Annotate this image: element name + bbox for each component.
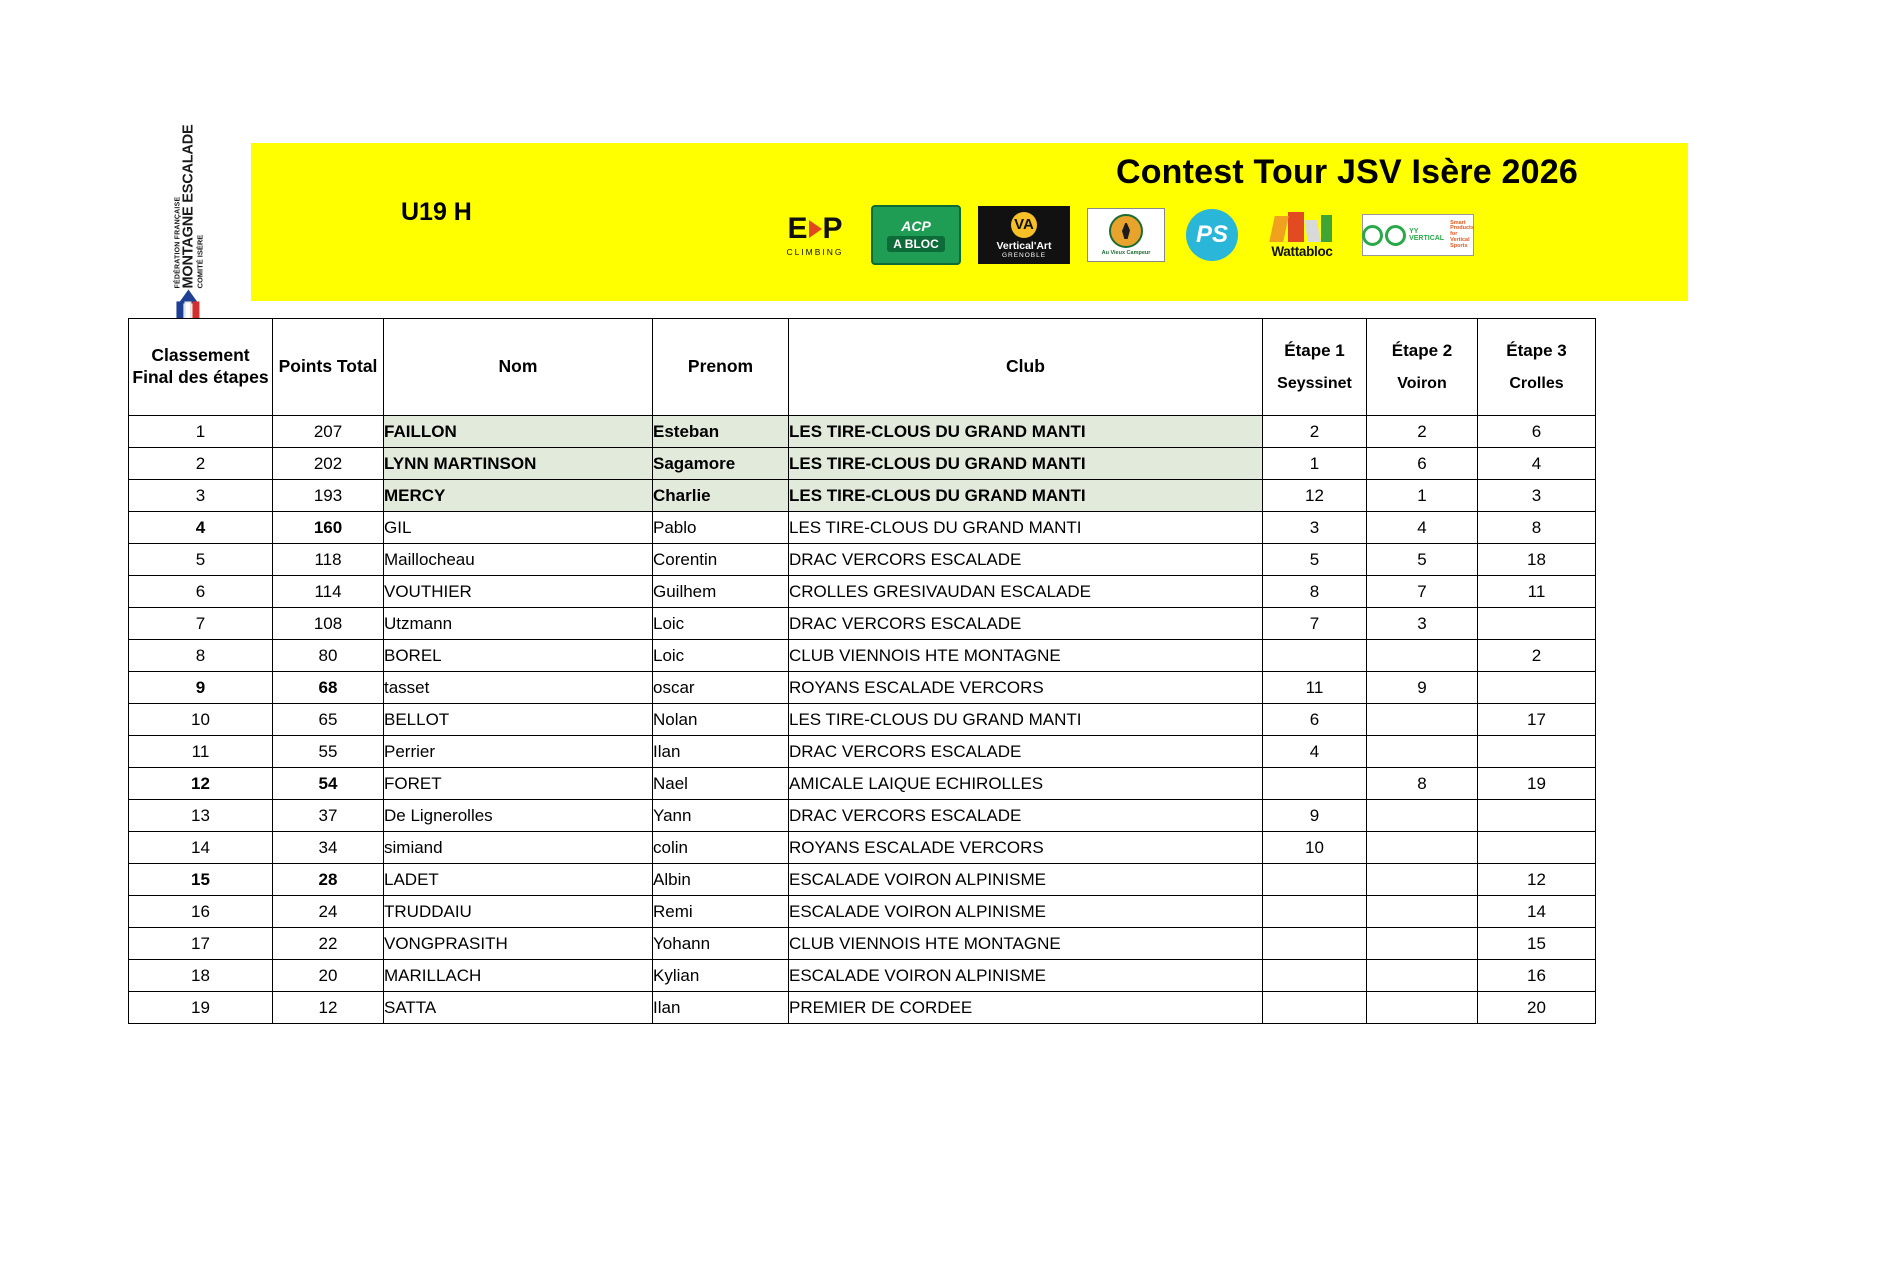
results-table <box>128 318 1596 1024</box>
cell-etape2 <box>1367 800 1478 832</box>
cell-rank: 13 <box>129 800 273 832</box>
cell-prenom: Nolan <box>653 704 789 736</box>
cell-points: 207 <box>273 416 384 448</box>
table-row <box>129 864 1596 896</box>
table-row <box>129 768 1596 800</box>
cell-club: CLUB VIENNOIS HTE MONTAGNE <box>789 640 1263 672</box>
cell-rank: 10 <box>129 704 273 736</box>
column-header-etape2 <box>1367 319 1478 416</box>
column-header-rank: Classement Final des étapes <box>129 319 273 416</box>
ep-letter-p: P <box>822 211 843 245</box>
table-row <box>129 608 1596 640</box>
etape1-city: Seyssinet <box>1277 374 1352 392</box>
vertical-art-title: Vertical'Art <box>996 239 1052 252</box>
sponsor-wattabloc-logo <box>1259 212 1345 259</box>
cell-club: CLUB VIENNOIS HTE MONTAGNE <box>789 928 1263 960</box>
etape2-city: Voiron <box>1397 374 1447 392</box>
cell-etape1 <box>1263 768 1367 800</box>
column-header-prenom: Prenom <box>653 319 789 416</box>
cell-rank: 11 <box>129 736 273 768</box>
cell-etape2 <box>1367 896 1478 928</box>
cell-prenom: Loic <box>653 640 789 672</box>
cell-etape3 <box>1478 608 1596 640</box>
cell-etape2: 4 <box>1367 512 1478 544</box>
cell-etape3: 14 <box>1478 896 1596 928</box>
cell-prenom: Nael <box>653 768 789 800</box>
table-row <box>129 448 1596 480</box>
cell-rank: 4 <box>129 512 273 544</box>
cell-etape1: 4 <box>1263 736 1367 768</box>
cell-points: 37 <box>273 800 384 832</box>
cell-nom: Perrier <box>384 736 653 768</box>
column-header-points: Points Total <box>273 319 384 416</box>
cell-points: 22 <box>273 928 384 960</box>
cell-nom: MERCY <box>384 480 653 512</box>
acp-title: ACP <box>901 218 931 234</box>
column-header-club: Club <box>789 319 1263 416</box>
cell-nom: De Lignerolles <box>384 800 653 832</box>
cell-points: 24 <box>273 896 384 928</box>
cell-points: 28 <box>273 864 384 896</box>
cell-club: PREMIER DE CORDEE <box>789 992 1263 1024</box>
sponsor-ep-climbing-logo <box>776 211 854 257</box>
table-body <box>129 416 1596 1024</box>
cell-prenom: oscar <box>653 672 789 704</box>
cell-club: AMICALE LAIQUE ECHIROLLES <box>789 768 1263 800</box>
cell-etape1: 12 <box>1263 480 1367 512</box>
cell-prenom: Ilan <box>653 736 789 768</box>
cell-rank: 14 <box>129 832 273 864</box>
cell-rank: 9 <box>129 672 273 704</box>
cell-etape1: 1 <box>1263 448 1367 480</box>
cell-etape3: 4 <box>1478 448 1596 480</box>
cell-points: 202 <box>273 448 384 480</box>
cell-etape1: 7 <box>1263 608 1367 640</box>
wattabloc-shapes-icon <box>1272 212 1332 242</box>
cell-nom: BELLOT <box>384 704 653 736</box>
cell-points: 65 <box>273 704 384 736</box>
cell-etape3: 15 <box>1478 928 1596 960</box>
cell-nom: VOUTHIER <box>384 576 653 608</box>
cell-nom: Maillocheau <box>384 544 653 576</box>
cell-club: ROYANS ESCALADE VERCORS <box>789 832 1263 864</box>
cell-nom: tasset <box>384 672 653 704</box>
sponsor-strip <box>776 205 1474 265</box>
cell-nom: TRUDDAIU <box>384 896 653 928</box>
header-banner <box>128 124 1688 301</box>
cell-rank: 18 <box>129 960 273 992</box>
etape3-city: Crolles <box>1509 374 1564 392</box>
cell-etape2: 8 <box>1367 768 1478 800</box>
table-row <box>129 576 1596 608</box>
cell-etape2 <box>1367 704 1478 736</box>
cell-etape3: 6 <box>1478 416 1596 448</box>
cell-prenom: Sagamore <box>653 448 789 480</box>
cell-etape2 <box>1367 928 1478 960</box>
table-row <box>129 640 1596 672</box>
cell-nom: FORET <box>384 768 653 800</box>
cell-points: 118 <box>273 544 384 576</box>
cell-prenom: Yann <box>653 800 789 832</box>
cell-etape3: 11 <box>1478 576 1596 608</box>
cell-etape3: 16 <box>1478 960 1596 992</box>
ps-title: PS <box>1186 209 1238 261</box>
cell-rank: 6 <box>129 576 273 608</box>
cell-points: 80 <box>273 640 384 672</box>
page-title: Contest Tour JSV Isère 2026 <box>1115 153 1578 191</box>
yy-title: YY VERTICAL <box>1409 227 1445 242</box>
cell-prenom: Corentin <box>653 544 789 576</box>
cell-etape1 <box>1263 928 1367 960</box>
cell-etape2: 6 <box>1367 448 1478 480</box>
cell-etape3: 17 <box>1478 704 1596 736</box>
cell-etape3 <box>1478 800 1596 832</box>
table-row <box>129 512 1596 544</box>
acp-subtitle: A BLOC <box>887 236 945 252</box>
cell-prenom: Pablo <box>653 512 789 544</box>
cell-etape2 <box>1367 640 1478 672</box>
table-row <box>129 672 1596 704</box>
cell-points: 20 <box>273 960 384 992</box>
cell-points: 68 <box>273 672 384 704</box>
cell-rank: 15 <box>129 864 273 896</box>
column-header-etape3 <box>1478 319 1596 416</box>
cell-etape2 <box>1367 864 1478 896</box>
table-row <box>129 736 1596 768</box>
etape2-label: Étape 2 <box>1391 341 1453 361</box>
cell-rank: 12 <box>129 768 273 800</box>
table-row <box>129 928 1596 960</box>
cell-club: DRAC VERCORS ESCALADE <box>789 544 1263 576</box>
ffme-line1: FÉDÉRATION FRANÇAISE <box>174 196 182 289</box>
etape1-label: Étape 1 <box>1284 341 1345 361</box>
cell-nom: BOREL <box>384 640 653 672</box>
table-row <box>129 704 1596 736</box>
etape3-label: Étape 3 <box>1506 341 1567 361</box>
cell-etape2: 1 <box>1367 480 1478 512</box>
cell-club: LES TIRE-CLOUS DU GRAND MANTI <box>789 416 1263 448</box>
cell-rank: 1 <box>129 416 273 448</box>
cell-club: ESCALADE VOIRON ALPINISME <box>789 896 1263 928</box>
cell-etape2 <box>1367 992 1478 1024</box>
cell-etape2: 2 <box>1367 416 1478 448</box>
vertical-art-mark-icon: VA <box>1011 212 1037 238</box>
cell-etape1: 5 <box>1263 544 1367 576</box>
glasses-icon <box>1362 225 1406 246</box>
cell-etape1: 2 <box>1263 416 1367 448</box>
cell-etape3: 3 <box>1478 480 1596 512</box>
cell-etape2 <box>1367 832 1478 864</box>
cell-rank: 8 <box>129 640 273 672</box>
cell-club: LES TIRE-CLOUS DU GRAND MANTI <box>789 704 1263 736</box>
wattabloc-title: Wattabloc <box>1271 243 1333 259</box>
cell-nom: Utzmann <box>384 608 653 640</box>
cell-rank: 19 <box>129 992 273 1024</box>
cell-points: 193 <box>273 480 384 512</box>
cell-nom: LADET <box>384 864 653 896</box>
cell-etape1: 8 <box>1263 576 1367 608</box>
sponsor-au-vieux-campeur-logo <box>1087 208 1165 262</box>
cell-nom: VONGPRASITH <box>384 928 653 960</box>
sponsor-yy-vertical-logo <box>1362 214 1474 256</box>
cell-etape2: 5 <box>1367 544 1478 576</box>
cell-rank: 17 <box>129 928 273 960</box>
column-header-nom: Nom <box>384 319 653 416</box>
cell-etape3: 18 <box>1478 544 1596 576</box>
cell-etape1: 6 <box>1263 704 1367 736</box>
cell-club: ESCALADE VOIRON ALPINISME <box>789 960 1263 992</box>
table-row <box>129 800 1596 832</box>
cell-rank: 16 <box>129 896 273 928</box>
cell-prenom: Guilhem <box>653 576 789 608</box>
cell-club: LES TIRE-CLOUS DU GRAND MANTI <box>789 448 1263 480</box>
cell-etape2 <box>1367 960 1478 992</box>
yy-tagline: Smart Products for Vertical Sports <box>1450 219 1474 249</box>
table-header-row <box>129 319 1596 416</box>
cell-etape1: 3 <box>1263 512 1367 544</box>
table-row <box>129 992 1596 1024</box>
arrow-icon <box>809 220 822 238</box>
cell-club: DRAC VERCORS ESCALADE <box>789 736 1263 768</box>
cell-club: LES TIRE-CLOUS DU GRAND MANTI <box>789 512 1263 544</box>
cell-etape1: 9 <box>1263 800 1367 832</box>
cell-prenom: Kylian <box>653 960 789 992</box>
cell-prenom: Loic <box>653 608 789 640</box>
cell-club: ESCALADE VOIRON ALPINISME <box>789 864 1263 896</box>
cell-points: 160 <box>273 512 384 544</box>
cell-nom: MARILLACH <box>384 960 653 992</box>
table-row <box>129 896 1596 928</box>
yellow-banner <box>251 143 1688 301</box>
table-row <box>129 544 1596 576</box>
cell-etape1: 11 <box>1263 672 1367 704</box>
cell-etape1 <box>1263 640 1367 672</box>
cell-etape2: 9 <box>1367 672 1478 704</box>
ffme-line3: COMITÉ ISÈRE <box>195 234 205 289</box>
cell-etape1 <box>1263 896 1367 928</box>
cell-etape2 <box>1367 736 1478 768</box>
cell-etape1 <box>1263 992 1367 1024</box>
ep-letter-e: E <box>787 211 808 245</box>
cell-rank: 7 <box>129 608 273 640</box>
cell-prenom: colin <box>653 832 789 864</box>
cell-prenom: Esteban <box>653 416 789 448</box>
cell-club: CROLLES GRESIVAUDAN ESCALADE <box>789 576 1263 608</box>
cell-club: LES TIRE-CLOUS DU GRAND MANTI <box>789 480 1263 512</box>
ep-subtitle: CLIMBING <box>786 246 844 257</box>
cell-points: 34 <box>273 832 384 864</box>
cell-nom: SATTA <box>384 992 653 1024</box>
table-row <box>129 960 1596 992</box>
cell-etape3: 20 <box>1478 992 1596 1024</box>
cell-nom: LYNN MARTINSON <box>384 448 653 480</box>
cell-prenom: Remi <box>653 896 789 928</box>
cell-club: DRAC VERCORS ESCALADE <box>789 800 1263 832</box>
cell-etape1: 10 <box>1263 832 1367 864</box>
cell-etape2: 3 <box>1367 608 1478 640</box>
sponsor-vertical-art-logo <box>978 206 1070 264</box>
cell-rank: 5 <box>129 544 273 576</box>
cell-etape3: 12 <box>1478 864 1596 896</box>
cell-etape1 <box>1263 864 1367 896</box>
sponsor-ps-logo <box>1182 207 1242 263</box>
cell-etape3: 19 <box>1478 768 1596 800</box>
cell-etape3: 8 <box>1478 512 1596 544</box>
cell-points: 54 <box>273 768 384 800</box>
cell-club: DRAC VERCORS ESCALADE <box>789 608 1263 640</box>
cell-rank: 3 <box>129 480 273 512</box>
cell-etape3 <box>1478 736 1596 768</box>
cell-points: 114 <box>273 576 384 608</box>
cell-points: 108 <box>273 608 384 640</box>
ffme-line2: MONTAGNE ESCALADE <box>180 124 197 289</box>
cell-nom: FAILLON <box>384 416 653 448</box>
cell-prenom: Albin <box>653 864 789 896</box>
climber-icon <box>1109 214 1143 248</box>
sponsor-acp-a-bloc-logo <box>871 205 961 265</box>
vertical-art-city: GRENOBLE <box>1001 251 1047 259</box>
cell-prenom: Ilan <box>653 992 789 1024</box>
category-label: U19 H <box>401 198 472 226</box>
cell-etape1 <box>1263 960 1367 992</box>
ffme-logo <box>128 124 251 301</box>
cell-club: ROYANS ESCALADE VERCORS <box>789 672 1263 704</box>
cell-etape3 <box>1478 832 1596 864</box>
cell-points: 55 <box>273 736 384 768</box>
cell-prenom: Yohann <box>653 928 789 960</box>
cell-rank: 2 <box>129 448 273 480</box>
cell-etape3 <box>1478 672 1596 704</box>
table-row <box>129 832 1596 864</box>
table-row <box>129 480 1596 512</box>
cell-points: 12 <box>273 992 384 1024</box>
table-row <box>129 416 1596 448</box>
column-header-etape1 <box>1263 319 1367 416</box>
cell-nom: GIL <box>384 512 653 544</box>
cell-nom: simiand <box>384 832 653 864</box>
cell-prenom: Charlie <box>653 480 789 512</box>
cell-etape3: 2 <box>1478 640 1596 672</box>
cell-etape2: 7 <box>1367 576 1478 608</box>
avc-title: Au Vieux Campeur <box>1101 250 1151 256</box>
